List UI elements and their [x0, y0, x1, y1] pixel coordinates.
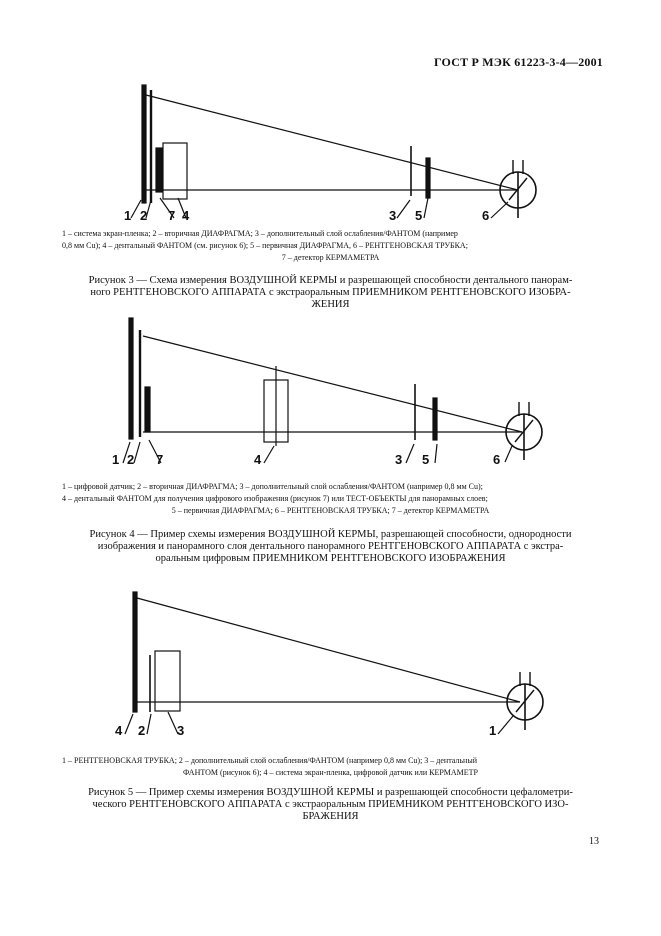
- beam-upper-line: [137, 598, 520, 702]
- fig5-label-2: 2: [138, 723, 146, 738]
- legend-line: 0,8 мм Cu); 4 – дентальный ФАНТОМ (см. рисунок 6); 5 – первичная ДИАФРАГМА, 6 – РЕНТГЕНОВСКАЯ ТРУБКА;: [62, 241, 468, 250]
- fig4-label-4: 4: [254, 452, 262, 467]
- fig4-label-6: 6: [493, 452, 501, 467]
- legend-line: ФАНТОМ (рисунок 6); 4 – система экран-пленка, цифровой датчик или КЕРМАМЕТР: [182, 768, 479, 777]
- screen-film-or-sensor: [133, 592, 137, 712]
- legend-line: 4 – дентальный ФАНТОМ для получения цифрового изображения (рисунок 7) или ТЕСТ-ОБЪЕКТЫ для панорамных слоев;: [62, 494, 488, 503]
- fig5-label-3: 3: [177, 723, 185, 738]
- document-code: ГОСТ Р МЭК 61223-3-4—2001: [434, 55, 603, 69]
- figure-5-legend: [62, 755, 599, 779]
- caption-line: Рисунок 3 — Схема измерения ВОЗДУШНОЙ КЕРМЫ и разрешающей способности дентального панорам-: [88, 275, 573, 286]
- legend-line: 5 – первичная ДИАФРАГМА; 6 – РЕНТГЕНОВСКАЯ ТРУБКА; 7 – детектор КЕРМАМЕТРА: [171, 506, 490, 515]
- caption-line: ческого РЕНТГЕНОВСКОГО АППАРАТА с экстраоральным ПРИЕМНИКОМ РЕНТГЕНОВСКОГО ИЗО-: [92, 799, 569, 810]
- legend-line: 1 – цифровой датчик; 2 – вторичная ДИАФРАГМА; 3 – дополнительный слой ослабления/ФАНТОМ (например 0,8 мм Cu);: [62, 482, 483, 491]
- caption-line: Рисунок 4 — Пример схемы измерения ВОЗДУШНОЙ КЕРМЫ, разрешающей способности, однородности: [89, 529, 572, 540]
- fig4-label-1: 1: [112, 452, 120, 467]
- fig3-label-2: 2: [140, 208, 148, 223]
- caption-line: оральным цифровым ПРИЕМНИКОМ РЕНТГЕНОВСКОГО ИЗОБРАЖЕНИЯ: [155, 553, 506, 564]
- caption-line: изображения и панорамного слоя дентального панорамного РЕНТГЕНОВСКОГО АППАРАТА с экстра-: [97, 541, 564, 552]
- fig3-label-3: 3: [389, 208, 397, 223]
- caption-line: ЖЕНИЯ: [311, 299, 350, 310]
- fig4-label-5: 5: [422, 452, 430, 467]
- caption-line: ного РЕНТГЕНОВСКОГО АППАРАТА с экстраоральным ПРИЕМНИКОМ РЕНТГЕНОВСКОГО ИЗОБРА-: [90, 287, 571, 298]
- fig3-label-6: 6: [482, 208, 490, 223]
- fig5-label-4: 4: [115, 723, 123, 738]
- legend-line: 1 – система экран-пленка; 2 – вторичная ДИАФРАГМА; 3 – дополнительный слой ослабления/ФАНТОМ (например: [62, 229, 458, 238]
- fig4-label-3: 3: [395, 452, 403, 467]
- caption-line: Рисунок 5 — Пример схемы измерения ВОЗДУШНОЙ КЕРМЫ и разрешающей способности цефалометри-: [88, 787, 573, 798]
- legend-line: 7 – детектор КЕРМАМЕТРА: [281, 253, 380, 262]
- caption-line: БРАЖЕНИЯ: [302, 811, 359, 822]
- fig3-label-1: 1: [124, 208, 132, 223]
- figure-5-caption: [62, 787, 599, 823]
- fig3-label-5: 5: [415, 208, 423, 223]
- page-number: 13: [589, 836, 599, 847]
- fig4-label-7: 7: [156, 452, 164, 467]
- legend-line: 1 – РЕНТГЕНОВСКАЯ ТРУБКА; 2 – дополнительный слой ослабления/ФАНТОМ (например 0,8 мм Cu); 3 – дентальный: [62, 756, 477, 765]
- fig3-label-4: 4: [182, 208, 190, 223]
- fig3-label-7: 7: [168, 208, 176, 223]
- fig5-label-1: 1: [489, 723, 497, 738]
- fig4-label-2: 2: [127, 452, 135, 467]
